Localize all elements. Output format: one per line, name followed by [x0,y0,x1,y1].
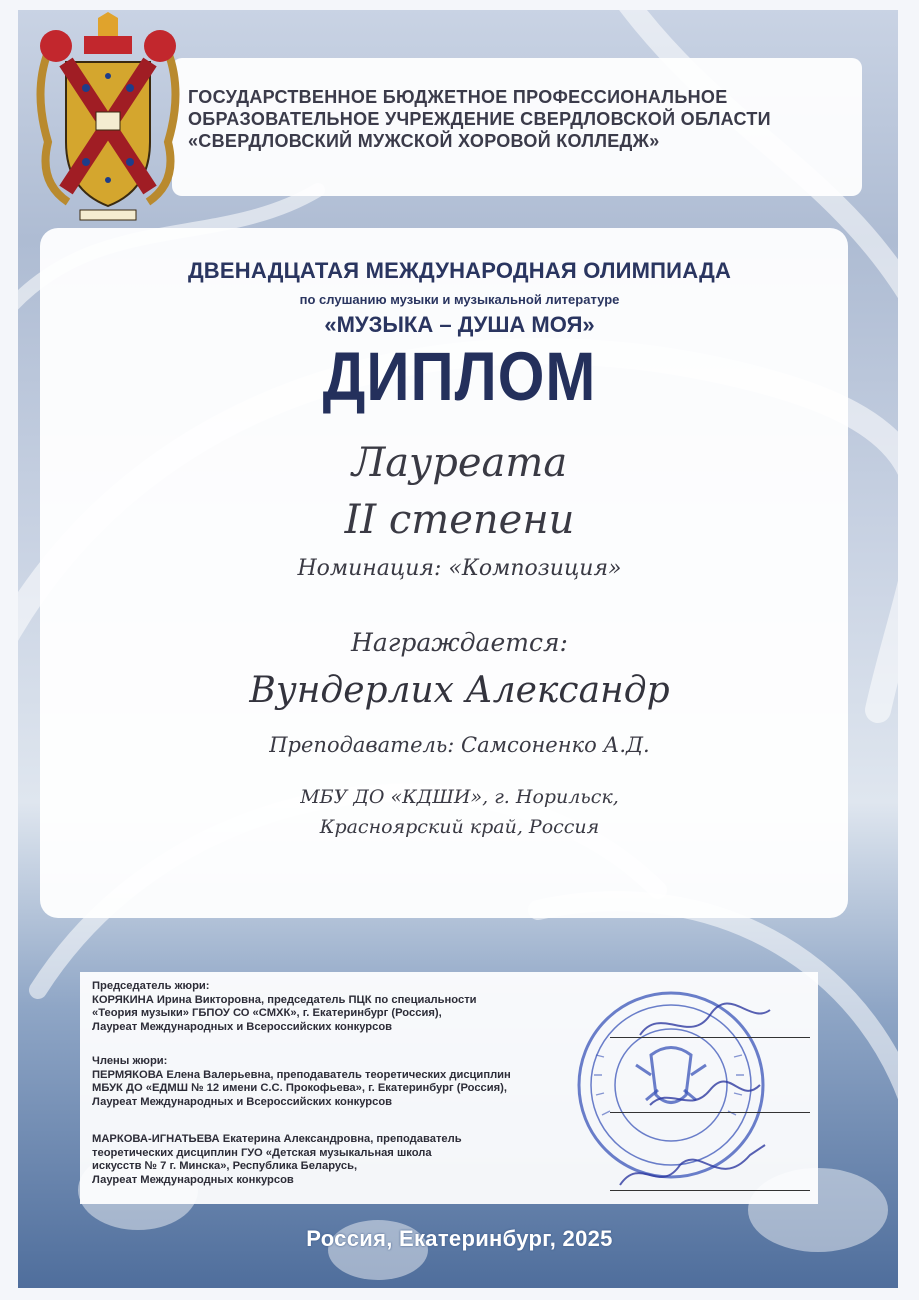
college-line-2: ОБРАЗОВАТЕЛЬНОЕ УЧРЕЖДЕНИЕ СВЕРДЛОВСКОЙ ОБЛАСТИ [188,109,771,129]
jury-member-line: Лауреат Международных и Всероссийских конкурсов [92,1095,393,1108]
jury-chair-block [92,980,592,1034]
degree-label: II степени [344,497,575,543]
jury-chair-line: КОРЯКИНА Ирина Викторовна, председатель ПЦК по специальности [92,993,477,1006]
laureate-label: Лауреата [351,440,568,486]
awarded-label: Награждается: [351,628,568,657]
school-line-2: Красноярский край, Россия [319,816,600,838]
olympiad-subtitle: по слушанию музыки и музыкальной литературе [299,292,620,307]
college-name [188,86,848,152]
jury-member-line: МАРКОВА-ИГНАТЬЕВА Екатерина Александровна, преподаватель [92,1133,462,1145]
jury-member-line: ПЕРМЯКОВА Елена Валерьевна, преподаватель теоретических дисциплин [92,1068,511,1081]
jury-chair-line: Лауреат Международных и Всероссийских конкурсов [92,1020,393,1033]
recipient-name: Вундерлих Александр [249,670,670,711]
school-line-1: МБУ ДО «КДШИ», г. Норильск, [300,786,619,808]
jury-member-line: искусств № 7 г. Минска», Республика Беларусь, [92,1160,358,1172]
college-line-1: ГОСУДАРСТВЕННОЕ БЮДЖЕТНОЕ ПРОФЕССИОНАЛЬНОЕ [188,87,728,107]
jury-members-heading: Члены жюри: [92,1055,168,1067]
jury-members-block [92,1055,592,1109]
olympiad-name: «МУЗЫКА – ДУША МОЯ» [324,312,595,337]
jury-chair-line: «Теория музыки» ГБПОУ СО «СМХК», г. Екатеринбург (Россия), [92,1007,442,1019]
olympiad-title: ДВЕНАДЦАТАЯ МЕЖДУНАРОДНАЯ ОЛИМПИАДА [187,258,732,283]
jury-third-block [92,1133,592,1187]
coat-of-arms-icon [28,12,188,222]
college-line-3: «СВЕРДЛОВСКИЙ МУЖСКОЙ ХОРОВОЙ КОЛЛЕДЖ» [188,131,660,151]
jury-chair-heading: Председатель жюри: [92,980,210,992]
diploma-heading: ДИПЛОМ [322,337,597,416]
footer-place-year: Россия, Екатеринбург, 2025 [306,1226,613,1251]
jury-member-line: МБУК ДО «ЕДМШ № 12 имени С.С. Прокофьева», г. Екатеринбург (Россия), [92,1082,508,1094]
jury-member-line: теоретических дисциплин ГУО «Детская музыкальная школа [92,1146,432,1159]
teacher-label: Преподаватель: Самсоненко А.Д. [269,733,650,757]
nomination-label: Номинация: «Композиция» [297,556,622,581]
handwritten-signature-icon [600,995,800,1195]
jury-member-line: Лауреат Международных конкурсов [92,1173,294,1186]
